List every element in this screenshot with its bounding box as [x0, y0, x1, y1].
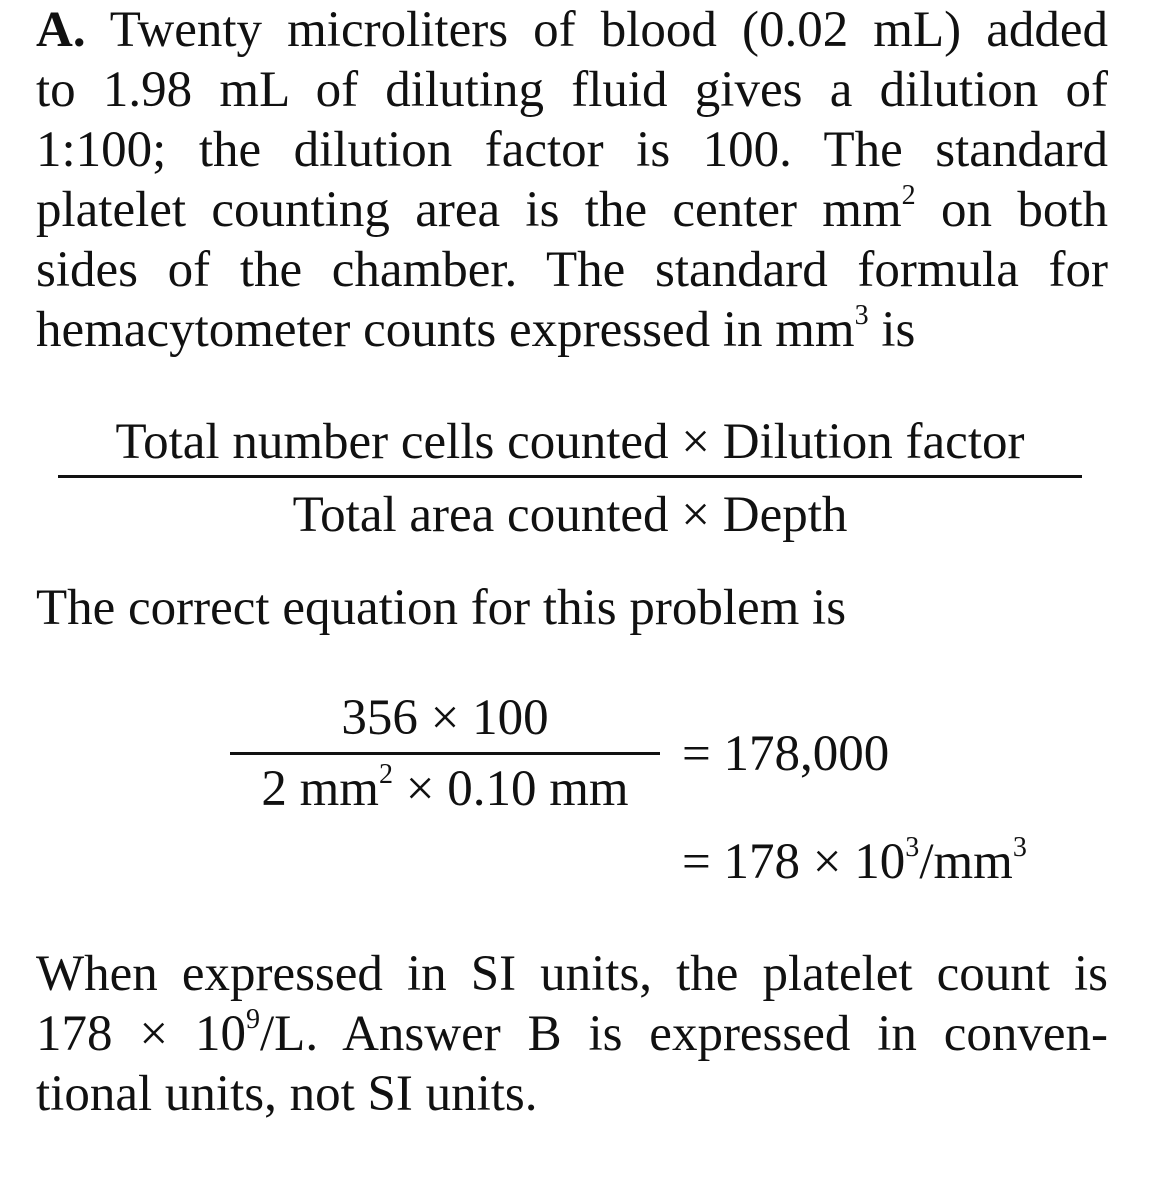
superscript: 3 [905, 831, 920, 863]
superscript: 3 [1012, 831, 1027, 863]
text-line [36, 0, 1108, 60]
text-line-p3-3: tional units, not SI units. [36, 1066, 538, 1122]
equation-intro: The correct equation for this problem is [36, 580, 847, 636]
equation-result-2 [682, 831, 1027, 890]
answer-label: A. [36, 2, 86, 58]
text-line-6 [36, 300, 1108, 360]
superscript: 2 [378, 758, 393, 790]
superscript: 3 [854, 299, 869, 331]
formula-numerator: Total number cells counted × Dilution factor [115, 414, 1025, 470]
text-line-6b: is [881, 302, 916, 358]
text-line-p3-1: When expressed in SI units, the platelet count is [36, 946, 1108, 1002]
general-formula [58, 413, 1082, 544]
text-line-4b: on both [941, 182, 1108, 238]
text-line-2: to 1.98 mL of diluting fluid gives a dilution of [36, 62, 1108, 118]
fraction-bar [230, 752, 660, 755]
p3-line2-part-b: /L. Answer B is expressed in conven- [260, 1006, 1109, 1062]
text-line-p3-2 [36, 1004, 1108, 1064]
text-line-6a: hemacytometer counts expressed in mm [36, 302, 855, 358]
text-line-1: Twenty microliters of blood (0.02 mL) added [109, 2, 1108, 58]
equation-denominator [230, 758, 660, 817]
text-line-4a: platelet counting area is the center mm [36, 182, 902, 238]
denominator-part-a: 2 mm [261, 761, 379, 817]
text-line-5: sides of the chamber. The standard formula for [36, 242, 1108, 298]
explanation-paragraph-3 [36, 944, 1108, 1124]
superscript: 9 [245, 1003, 260, 1035]
superscript: 2 [901, 179, 916, 211]
explanation-paragraph-1 [36, 0, 1108, 360]
fraction-bar [58, 475, 1082, 478]
p3-line2-part-a: 178 × 10 [36, 1006, 246, 1062]
denominator-part-b: × 0.10 mm [393, 761, 629, 817]
equation-numerator: 356 × 100 [341, 690, 549, 746]
result2-part-a: = 178 × 10 [682, 834, 906, 890]
result2-part-b: /mm [919, 834, 1013, 890]
formula-denominator: Total area counted × Depth [292, 487, 848, 543]
equation-fraction [230, 690, 660, 817]
text-line-3: 1:100; the dilution factor is 100. The standard [36, 122, 1108, 178]
equation-result-1: = 178,000 [682, 726, 890, 782]
text-line-4 [36, 180, 1108, 240]
